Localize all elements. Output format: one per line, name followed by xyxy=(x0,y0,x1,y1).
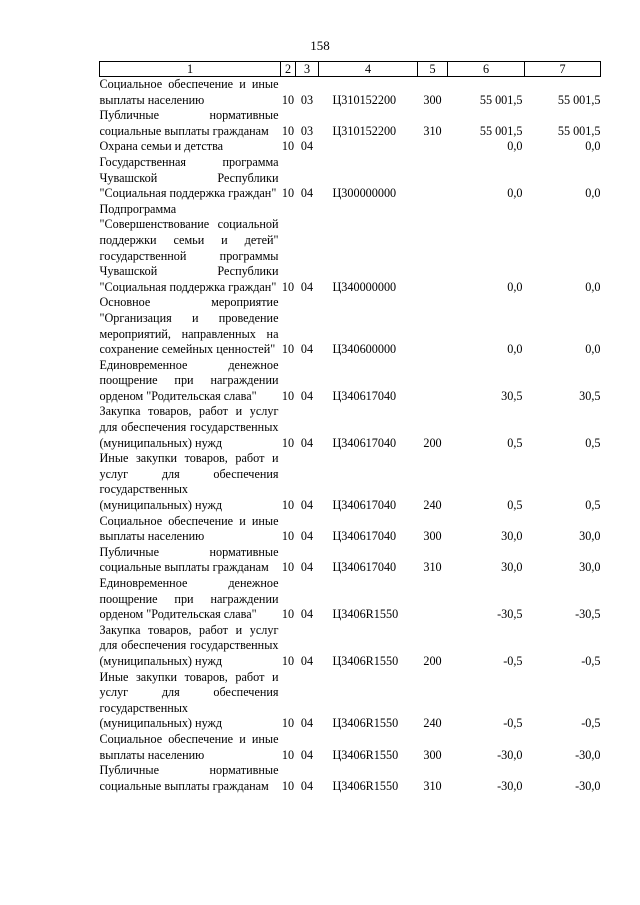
subsection-code: 04 xyxy=(300,560,314,575)
expense-type-code: 200 xyxy=(423,435,442,450)
subsection-code: 04 xyxy=(300,498,314,513)
expense-type-code xyxy=(418,139,448,155)
section-code: 10 xyxy=(281,716,295,731)
amount-col-7: 0,5 xyxy=(585,498,601,513)
subsection-code: 04 xyxy=(300,435,314,450)
table-row xyxy=(100,108,601,139)
budget-table xyxy=(99,61,601,794)
item-name: Охрана семьи и детства xyxy=(99,139,224,154)
section-code: 10 xyxy=(281,279,295,294)
subsection-code: 04 xyxy=(300,388,314,403)
section-code: 10 xyxy=(281,123,295,138)
amount-col-7: 30,0 xyxy=(579,529,601,544)
amount-col-6: -30,0 xyxy=(497,778,523,793)
target-article-code: Ц340600000 xyxy=(332,342,397,357)
table-row xyxy=(100,77,601,109)
section-code: 10 xyxy=(281,653,295,668)
table-body xyxy=(100,77,601,795)
subsection-code: 04 xyxy=(300,716,314,731)
expense-type-code: 240 xyxy=(423,498,442,513)
expense-type-code xyxy=(418,358,448,405)
header-col-1: 1 xyxy=(100,62,281,77)
item-name: Государственная программа Чувашской Республики "Социальная поддержка граждан" xyxy=(99,154,279,201)
section-code: 10 xyxy=(281,498,295,513)
section-code: 10 xyxy=(281,778,295,793)
table-row xyxy=(100,545,601,576)
header-row xyxy=(100,62,601,77)
subsection-code: 04 xyxy=(300,747,314,762)
item-name: Социальное обеспечение и иные выплаты населению xyxy=(99,513,279,544)
amount-col-7: 30,0 xyxy=(579,560,601,575)
section-code: 10 xyxy=(281,92,295,107)
table-row xyxy=(100,451,601,513)
table-row xyxy=(100,295,601,357)
header-col-6: 6 xyxy=(448,62,525,77)
item-name: Публичные нормативные социальные выплаты гражданам xyxy=(99,544,279,575)
header-col-5: 5 xyxy=(418,62,448,77)
expense-type-code: 310 xyxy=(423,778,442,793)
subsection-code: 04 xyxy=(300,653,314,668)
target-article-code: Ц340617040 xyxy=(332,498,397,513)
target-article-code: Ц340617040 xyxy=(332,529,397,544)
section-code: 10 xyxy=(281,139,295,154)
header-col-2: 2 xyxy=(281,62,296,77)
subsection-code: 03 xyxy=(300,92,314,107)
expense-type-code: 200 xyxy=(423,653,442,668)
expense-type-code xyxy=(418,155,448,202)
table-row xyxy=(100,576,601,623)
table-row xyxy=(100,139,601,155)
amount-col-7: 0,5 xyxy=(585,435,601,450)
expense-type-code: 300 xyxy=(423,747,442,762)
amount-col-7: 30,5 xyxy=(579,388,601,403)
table-header xyxy=(100,62,601,77)
item-name: Закупка товаров, работ и услуг для обеспечения государственных (муниципальных) нужд xyxy=(99,622,279,668)
amount-col-7: 55 001,5 xyxy=(557,92,601,107)
target-article-code xyxy=(319,139,418,155)
section-code: 10 xyxy=(281,342,295,357)
section-code: 10 xyxy=(281,747,295,762)
header-col-7: 7 xyxy=(525,62,601,77)
amount-col-6: 0,5 xyxy=(507,435,523,450)
section-code: 10 xyxy=(281,388,295,403)
section-code: 10 xyxy=(281,607,295,622)
target-article-code: Ц3406R1550 xyxy=(332,653,399,668)
table-row xyxy=(100,732,601,763)
subsection-code: 04 xyxy=(300,607,314,622)
page-number: 158 xyxy=(310,38,330,53)
target-article-code: Ц3406R1550 xyxy=(332,716,399,731)
table-row xyxy=(100,514,601,545)
amount-col-6: 0,0 xyxy=(507,279,523,294)
item-name: Подпрограмма "Совершенствование социальной поддержки семьи и детей" государственной программы Чувашской Республики "Социальная поддержка граждан" xyxy=(99,201,279,294)
table-row xyxy=(100,358,601,405)
section-code: 10 xyxy=(281,529,295,544)
header-col-3: 3 xyxy=(296,62,319,77)
subsection-code: 04 xyxy=(300,279,314,294)
section-code: 10 xyxy=(281,186,295,201)
target-article-code: Ц3406R1550 xyxy=(332,778,399,793)
subsection-code: 04 xyxy=(300,186,314,201)
amount-col-6: 30,5 xyxy=(501,388,523,403)
expense-type-code xyxy=(418,295,448,357)
target-article-code: Ц310152200 xyxy=(332,123,397,138)
item-name: Социальное обеспечение и иные выплаты населению xyxy=(99,77,279,107)
header-col-4: 4 xyxy=(319,62,418,77)
item-name: Закупка товаров, работ и услуг для обеспечения государственных (муниципальных) нужд xyxy=(99,404,279,450)
target-article-code: Ц3406R1550 xyxy=(332,747,399,762)
subsection-code: 04 xyxy=(300,342,314,357)
amount-col-6: 55 001,5 xyxy=(479,92,523,107)
amount-col-6: 0,0 xyxy=(507,139,523,154)
expense-type-code: 310 xyxy=(423,560,442,575)
section-code: 10 xyxy=(281,560,295,575)
target-article-code: Ц300000000 xyxy=(332,186,397,201)
target-article-code: Ц340617040 xyxy=(332,560,397,575)
amount-col-7: 0,0 xyxy=(585,279,601,294)
expense-type-code xyxy=(418,576,448,623)
amount-col-6: -30,5 xyxy=(497,607,523,622)
expense-type-code xyxy=(418,202,448,296)
table-row xyxy=(100,202,601,296)
expense-type-code: 300 xyxy=(423,92,442,107)
item-name: Иные закупки товаров, работ и услуг для обеспечения государственных (муниципальных) нужд xyxy=(99,669,279,731)
target-article-code: Ц310152200 xyxy=(332,92,397,107)
table-row xyxy=(100,155,601,202)
item-name: Единовременное денежное поощрение при награждении орденом "Родительская слава" xyxy=(99,357,279,403)
table-row xyxy=(100,670,601,732)
target-article-code: Ц340617040 xyxy=(332,435,397,450)
subsection-code: 04 xyxy=(300,139,314,154)
amount-col-7: -30,0 xyxy=(575,778,601,793)
subsection-code: 03 xyxy=(300,123,314,138)
amount-col-6: -30,0 xyxy=(497,747,523,762)
amount-col-7: -30,0 xyxy=(575,747,601,762)
expense-type-code: 310 xyxy=(423,123,442,138)
item-name: Публичные нормативные социальные выплаты гражданам xyxy=(99,763,279,793)
expense-type-code: 240 xyxy=(423,716,442,731)
item-name: Публичные нормативные социальные выплаты гражданам xyxy=(99,108,279,138)
item-name: Основное мероприятие "Организация и проведение мероприятий, направленных на сохранение семейных ценностей" xyxy=(99,295,279,357)
table-row xyxy=(100,763,601,794)
target-article-code: Ц340000000 xyxy=(332,279,397,294)
subsection-code: 04 xyxy=(300,529,314,544)
amount-col-6: 30,0 xyxy=(501,529,523,544)
amount-col-7: 0,0 xyxy=(585,186,601,201)
table-row xyxy=(100,623,601,670)
item-name: Социальное обеспечение и иные выплаты населению xyxy=(99,731,279,762)
amount-col-7: 0,0 xyxy=(585,139,601,154)
item-name: Иные закупки товаров, работ и услуг для обеспечения государственных (муниципальных) нужд xyxy=(99,451,279,513)
amount-col-7: 55 001,5 xyxy=(557,123,601,138)
amount-col-7: -0,5 xyxy=(581,653,601,668)
amount-col-6: 0,0 xyxy=(507,342,523,357)
target-article-code: Ц3406R1550 xyxy=(332,607,399,622)
subsection-code: 04 xyxy=(300,778,314,793)
amount-col-6: -0,5 xyxy=(503,653,523,668)
amount-col-6: 55 001,5 xyxy=(479,123,523,138)
amount-col-6: 0,0 xyxy=(507,186,523,201)
amount-col-6: 30,0 xyxy=(501,560,523,575)
section-code: 10 xyxy=(281,435,295,450)
amount-col-7: -0,5 xyxy=(581,716,601,731)
amount-col-6: 0,5 xyxy=(507,498,523,513)
target-article-code: Ц340617040 xyxy=(332,388,397,403)
item-name: Единовременное денежное поощрение при награждении орденом "Родительская слава" xyxy=(99,576,279,622)
amount-col-7: -30,5 xyxy=(575,607,601,622)
expense-type-code: 300 xyxy=(423,529,442,544)
amount-col-7: 0,0 xyxy=(585,342,601,357)
table-row xyxy=(100,404,601,451)
amount-col-6: -0,5 xyxy=(503,716,523,731)
